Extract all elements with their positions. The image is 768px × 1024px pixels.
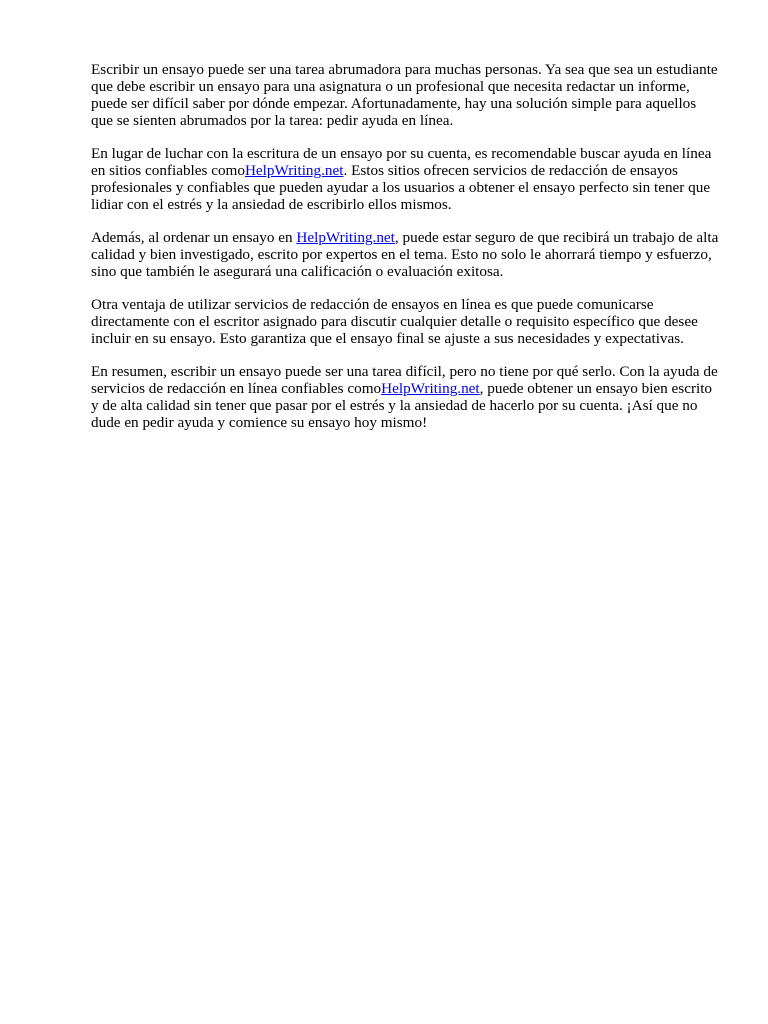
paragraph-advantage	[91, 296, 721, 347]
paragraph-text-after-link: , puede estar seguro de que recibirá un trabajo de alta calidad y bien investigado, escrito por expertos en el tema. Esto no solo le ahorrará tiempo y esfuerzo, sino que también le asegurará una calificación o evaluación exitosa.	[91, 229, 719, 280]
paragraph-text-before-link: En lugar de luchar con la escritura de un ensayo por su cuenta, es recomendable buscar ayuda en línea en sitios confiables como	[91, 145, 712, 179]
paragraph-text-before-link: En resumen, escribir un ensayo puede ser una tarea difícil, pero no tiene por qué serlo. Con la ayuda de servicios de redacción en línea confiables como	[91, 363, 718, 397]
helpwriting-link[interactable]: HelpWriting.net	[381, 380, 480, 397]
paragraph-text-before-link: Además, al ordenar un ensayo en	[91, 229, 297, 246]
paragraph-summary	[91, 363, 721, 431]
helpwriting-link[interactable]: HelpWriting.net	[296, 229, 395, 246]
helpwriting-link[interactable]: HelpWriting.net	[244, 162, 344, 179]
paragraph-text: Escribir un ensayo puede ser una tarea abrumadora para muchas personas. Ya sea que sea un estudiante que debe escribir un ensayo para una asignatura o un profesional que necesita redactar un informe, puede ser difícil saber por dónde empezar. Afortunadamente, hay una solución simple para aquellos que se sienten abrumados por la tarea: pedir ayuda en línea.	[91, 61, 718, 129]
paragraph-text-after-link: . Estos sitios ofrecen servicios de redacción de ensayos profesionales y confiables que pueden ayudar a los usuarios a obtener el ensayo perfecto sin tener que lidiar con el estrés y la ansiedad de escribirlo ellos mismos.	[91, 162, 711, 213]
paragraph-text-after-link: , puede obtener un ensayo bien escrito y de alta calidad sin tener que pasar por el estrés y la ansiedad de hacerlo por su cuenta. ¡Así que no dude en pedir ayuda y comience su ensayo hoy mismo!	[91, 380, 713, 431]
paragraph-ordering	[91, 229, 721, 280]
paragraph-text: Otra ventaja de utilizar servicios de redacción de ensayos en línea es que puede comunicarse directamente con el escritor asignado para discutir cualquier detalle o requisito específico que desee incluir en su ensayo. Esto garantiza que el ensayo final se ajuste a sus necesidades y expectativas.	[91, 296, 698, 347]
paragraph-online-help	[91, 145, 721, 213]
document-body	[91, 61, 721, 447]
paragraph-intro	[91, 61, 721, 129]
